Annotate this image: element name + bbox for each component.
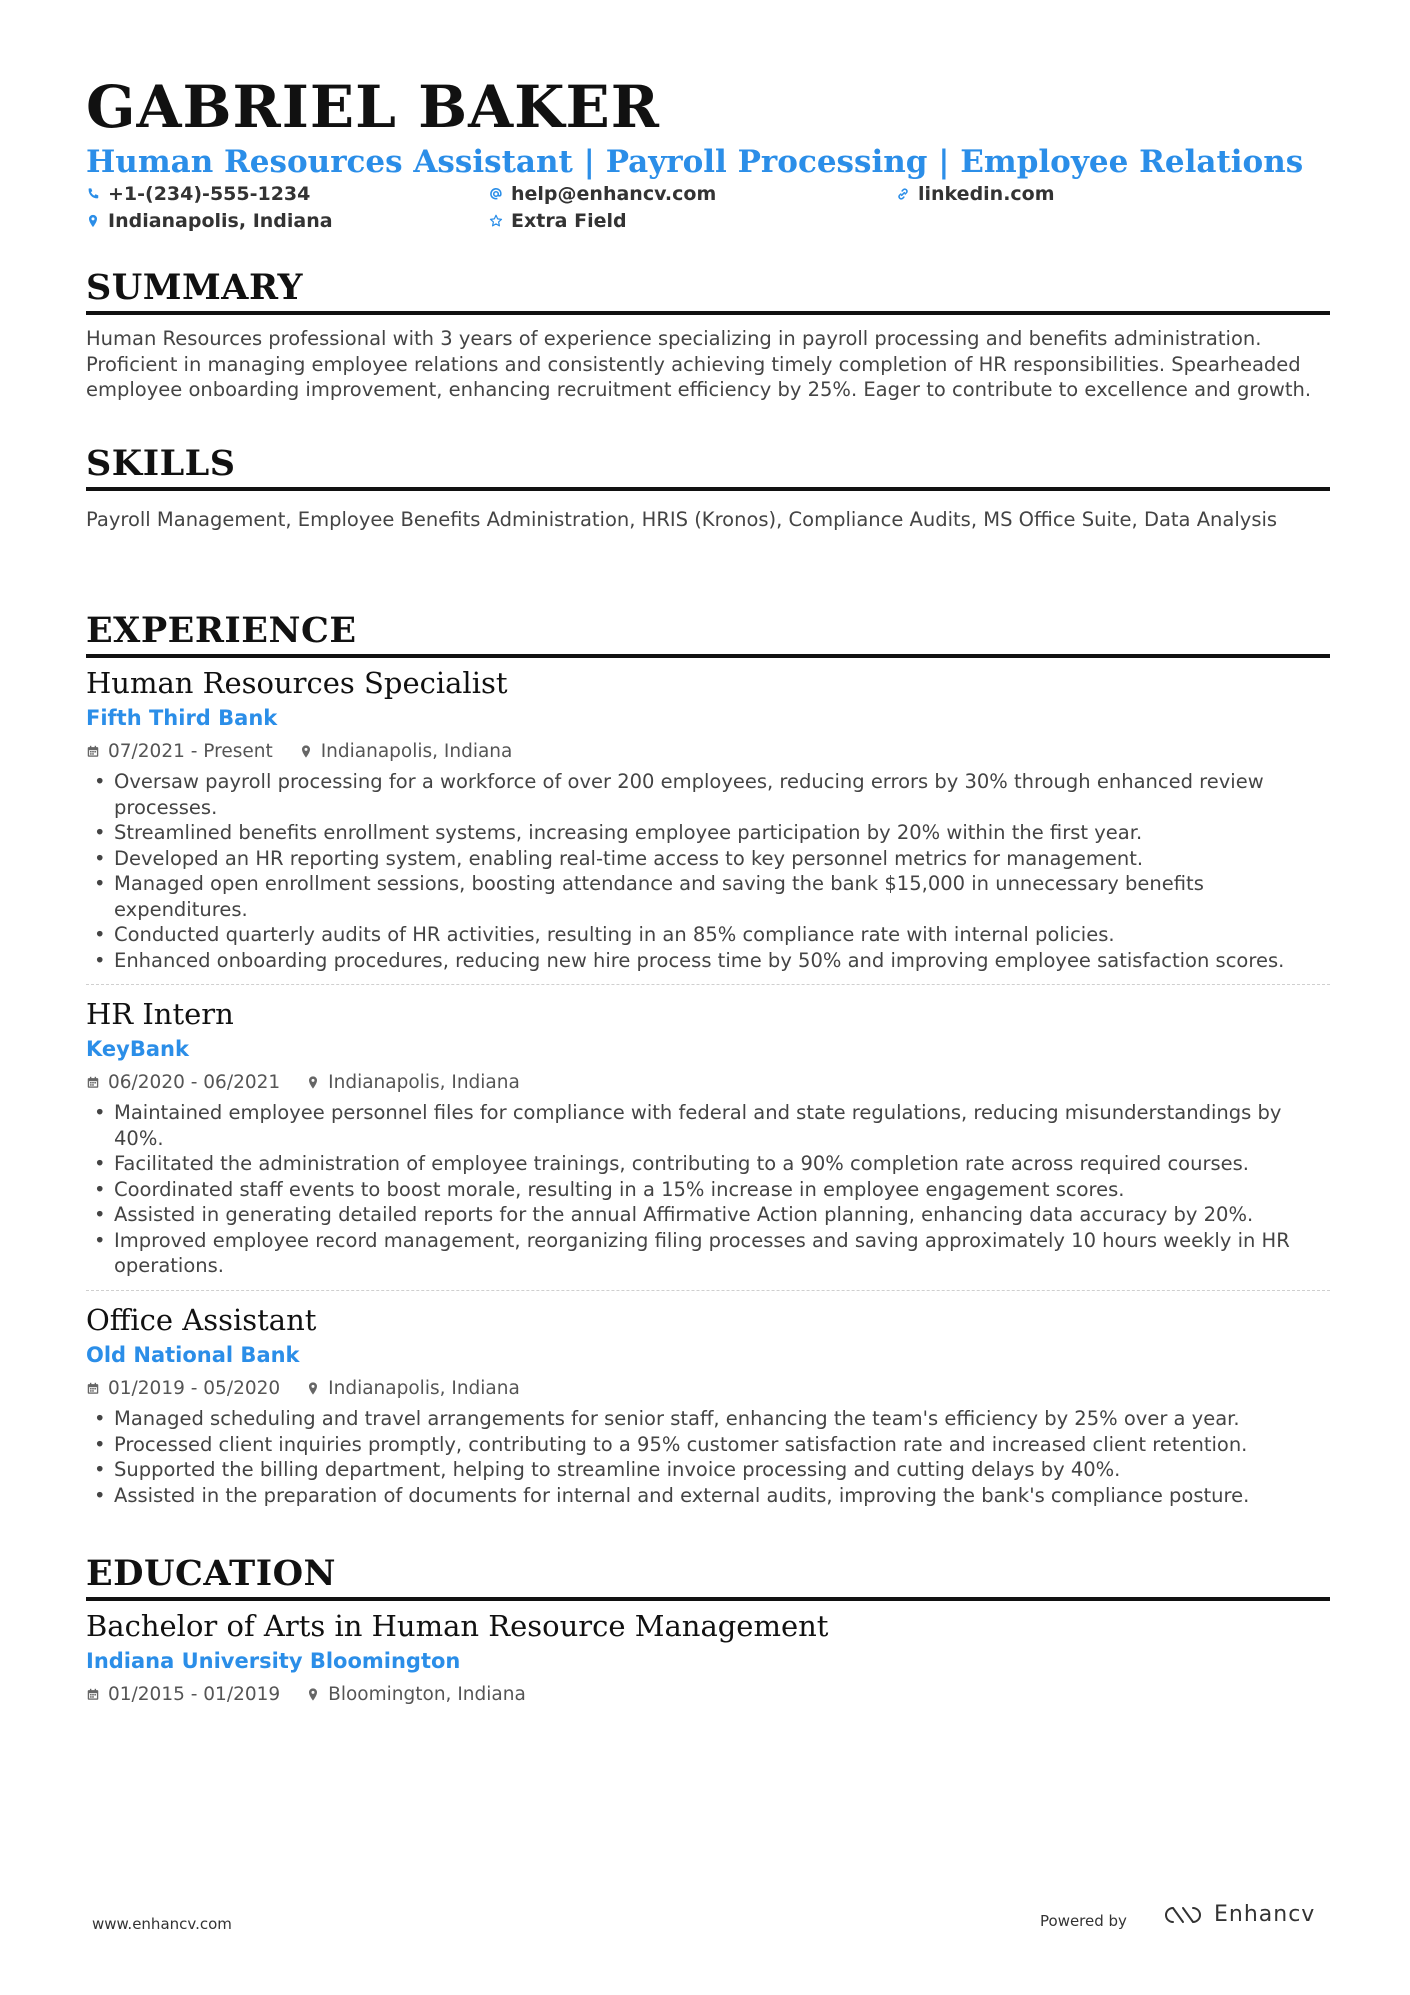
list-item: • Oversaw payroll processing for a workforce of over 200 employees, reducing errors by 30% through enhanced review processes. <box>86 769 1330 820</box>
candidate-headline: Human Resources Assistant | Payroll Processing | Employee Relations <box>86 144 1304 180</box>
job-location-text: Indianapolis, Indiana <box>320 741 513 762</box>
list-item: • Coordinated staff events to boost morale, resulting in a 15% increase in employee engagement scores. <box>86 1177 1330 1203</box>
job-dates <box>86 1378 280 1399</box>
footer-url[interactable]: www.enhancv.com <box>92 1915 232 1933</box>
location-pin-icon <box>306 1075 320 1090</box>
contact-phone[interactable] <box>86 183 310 205</box>
powered-by-label: Powered by <box>1040 1912 1127 1930</box>
education-location-text: Bloomington, Indiana <box>328 1684 526 1705</box>
job-location <box>299 741 513 762</box>
job-dates <box>86 1072 280 1093</box>
job-role: HR Intern <box>86 997 234 1031</box>
degree-title: Bachelor of Arts in Human Resource Management <box>86 1609 829 1643</box>
contact-email[interactable] <box>489 183 716 205</box>
linkedin-text: linkedin.com <box>918 183 1055 205</box>
education-heading: EDUCATION <box>86 1553 1330 1601</box>
list-item: • Processed client inquiries promptly, contributing to a 95% customer satisfaction rate and increased client retention. <box>86 1432 1330 1458</box>
list-item: • Managed scheduling and travel arrangements for senior staff, enhancing the team's efficiency by 25% over a year. <box>86 1406 1330 1432</box>
list-item: • Enhanced onboarding procedures, reducing new hire process time by 50% and improving employee satisfaction scores. <box>86 948 1330 974</box>
list-item: • Supported the billing department, helping to streamline invoice processing and cutting delays by 40%. <box>86 1457 1330 1483</box>
job-company[interactable]: Fifth Third Bank <box>86 706 278 730</box>
enhancv-logo[interactable] <box>1160 1902 1315 1927</box>
contact-linkedin[interactable] <box>896 183 1055 205</box>
job-dates <box>86 741 273 762</box>
job-role: Human Resources Specialist <box>86 666 508 700</box>
job-bullets <box>86 769 1330 973</box>
job-bullets <box>86 1406 1330 1508</box>
summary-text: Human Resources professional with 3 years of experience specializing in payroll processing and benefits administration. Proficient in managing employee relations and consistently achieving timely completion of HR responsibilities. Spearheaded employee onboarding improvement, enhancing recruitment efficiency by 25%. Eager to contribute to excellence and growth. <box>86 327 1312 401</box>
location-pin-icon <box>86 213 100 229</box>
list-item: • Streamlined benefits enrollment systems, increasing employee participation by 20% within the first year. <box>86 820 1330 846</box>
job-location-text: Indianapolis, Indiana <box>328 1072 520 1093</box>
education-dates <box>86 1684 280 1705</box>
phone-text: +1-(234)-555-1234 <box>108 183 311 205</box>
job-meta <box>86 1072 546 1093</box>
candidate-name: GABRIEL BAKER <box>86 73 660 141</box>
education-location <box>306 1684 526 1705</box>
education-dates-text: 01/2015 - 01/2019 <box>108 1684 281 1705</box>
list-item: • Maintained employee personnel files for compliance with federal and state regulations, reducing misunderstandings by 40%. <box>86 1100 1330 1151</box>
job-bullets <box>86 1100 1330 1279</box>
at-icon <box>489 186 503 202</box>
experience-heading: EXPERIENCE <box>86 610 1330 658</box>
calendar-icon <box>86 1075 100 1090</box>
job-meta <box>86 741 538 762</box>
summary-heading: SUMMARY <box>86 267 1330 315</box>
phone-icon <box>86 186 100 202</box>
job-divider <box>86 1290 1330 1291</box>
star-icon <box>489 213 503 229</box>
contact-location <box>86 210 333 232</box>
list-item: • Assisted in generating detailed reports for the annual Affirmative Action planning, enhancing data accuracy by 20%. <box>86 1202 1330 1228</box>
job-dates-text: 01/2019 - 05/2020 <box>108 1378 281 1399</box>
job-location-text: Indianapolis, Indiana <box>328 1378 520 1399</box>
location-pin-icon <box>299 744 313 759</box>
list-item: • Improved employee record management, reorganizing filing processes and saving approximately 10 hours weekly in HR operations. <box>86 1228 1330 1279</box>
extra-text: Extra Field <box>511 210 627 232</box>
calendar-icon <box>86 1381 100 1396</box>
enhancv-logo-icon <box>1160 1904 1206 1926</box>
job-location <box>306 1378 520 1399</box>
list-item: • Assisted in the preparation of documents for internal and external audits, improving the bank's compliance posture. <box>86 1483 1330 1509</box>
list-item: • Conducted quarterly audits of HR activities, resulting in an 85% compliance rate with internal policies. <box>86 922 1330 948</box>
job-company[interactable]: Old National Bank <box>86 1343 300 1367</box>
job-location <box>306 1072 520 1093</box>
job-role: Office Assistant <box>86 1303 317 1337</box>
brand-name: Enhancv <box>1214 1902 1316 1927</box>
job-divider <box>86 984 1330 985</box>
contact-extra <box>489 210 627 232</box>
school-name[interactable]: Indiana University Bloomington <box>86 1649 461 1673</box>
job-dates-text: 07/2021 - Present <box>108 741 273 762</box>
list-item: • Managed open enrollment sessions, boosting attendance and saving the bank $15,000 in unnecessary benefits expenditures. <box>86 871 1330 922</box>
education-meta <box>86 1684 552 1705</box>
calendar-icon <box>86 1687 100 1702</box>
skills-text: Payroll Management, Employee Benefits Administration, HRIS (Kronos), Compliance Audits, MS Office Suite, Data Analysis <box>86 508 1278 531</box>
job-dates-text: 06/2020 - 06/2021 <box>108 1072 281 1093</box>
job-company[interactable]: KeyBank <box>86 1037 189 1061</box>
calendar-icon <box>86 744 100 759</box>
job-meta <box>86 1378 546 1399</box>
skills-heading: SKILLS <box>86 443 1330 491</box>
list-item: • Facilitated the administration of employee trainings, contributing to a 90% completion rate across required courses. <box>86 1151 1330 1177</box>
location-pin-icon <box>306 1687 320 1702</box>
location-pin-icon <box>306 1381 320 1396</box>
link-icon <box>896 186 910 202</box>
list-item: • Developed an HR reporting system, enabling real-time access to key personnel metrics for management. <box>86 846 1330 872</box>
location-text: Indianapolis, Indiana <box>108 210 333 232</box>
email-text: help@enhancv.com <box>511 183 717 205</box>
